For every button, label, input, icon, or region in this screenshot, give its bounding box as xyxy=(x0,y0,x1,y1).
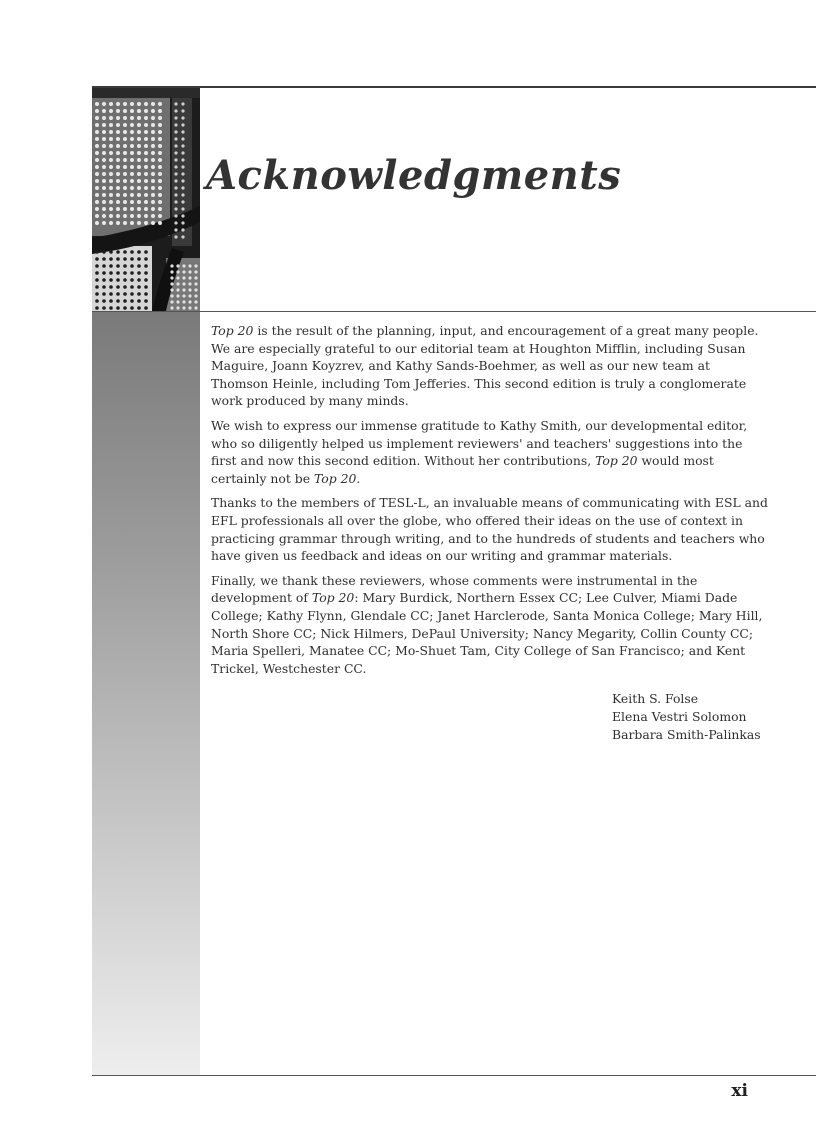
text-run: is the result of the planning, input, and encouragement of a great many people. We are especially grateful to our editorial team at Houghton Mifflin, including Susan Maguire, Joann Koyzrev, and Kathy Sands-Boehmer, as well as our new team at Thomson Heinle, including Tom Jefferies. This second edition is truly a conglomerate work produced by many minds. xyxy=(211,323,759,409)
body-text xyxy=(211,322,771,684)
paragraph xyxy=(211,494,771,564)
text-run-italic: Top 20 xyxy=(595,453,638,469)
signature-block xyxy=(612,690,761,744)
text-run: : Mary Burdick, Northern Essex CC; Lee Culver, Miami Dade College; Kathy Flynn, Glendale CC; Janet Harclerode, Santa Monica College; Mary Hill, North Shore CC; Nick Hilmers, DePaul University; Nancy Megarity, Collin County CC; Maria Spelleri, Manatee CC; Mo-Shuet Tam, City College of San Francisco; and Kent Trickel, Westchester CC. xyxy=(211,590,763,676)
dotted-grate-photo-icon xyxy=(92,88,200,311)
text-run-italic: Top 20. xyxy=(313,470,361,486)
signature-name: Elena Vestri Solomon xyxy=(612,709,747,724)
text-run: Finally, we thank these reviewers, whose comments were instrumental in the development of xyxy=(211,572,698,606)
signature-name: Barbara Smith-Palinkas xyxy=(612,727,761,742)
text-run: Thanks to the members of TESL-L, an invaluable means of communicating with ESL and EFL professionals all over the globe, who offered their ideas on the use of context in practicing grammar through writing, and to the hundreds of students and teachers who have given us feedback and ideas on our writing and grammar materials. xyxy=(211,495,768,564)
paragraph xyxy=(211,417,771,487)
header-rule xyxy=(92,86,816,88)
title-divider xyxy=(92,311,816,312)
paragraph xyxy=(211,322,771,410)
side-gradient-bar xyxy=(92,312,200,1075)
text-run: would most certainly not be xyxy=(211,453,714,486)
text-run: We wish to express our immense gratitude to Kathy Smith, our developmental editor, who so diligently helped us implement reviewers' and teachers' suggestions into the first and now this second edition. Without her contributions, xyxy=(211,417,748,469)
paragraph xyxy=(211,572,771,678)
text-run-italic: Top 20 xyxy=(211,323,254,338)
footer-rule xyxy=(92,1075,816,1076)
page-title: Acknowledgments xyxy=(206,152,622,199)
text-run-italic: Top 20 xyxy=(311,590,355,606)
page-number: xi xyxy=(731,1081,748,1101)
signature-name: Keith S. Folse xyxy=(612,691,699,706)
